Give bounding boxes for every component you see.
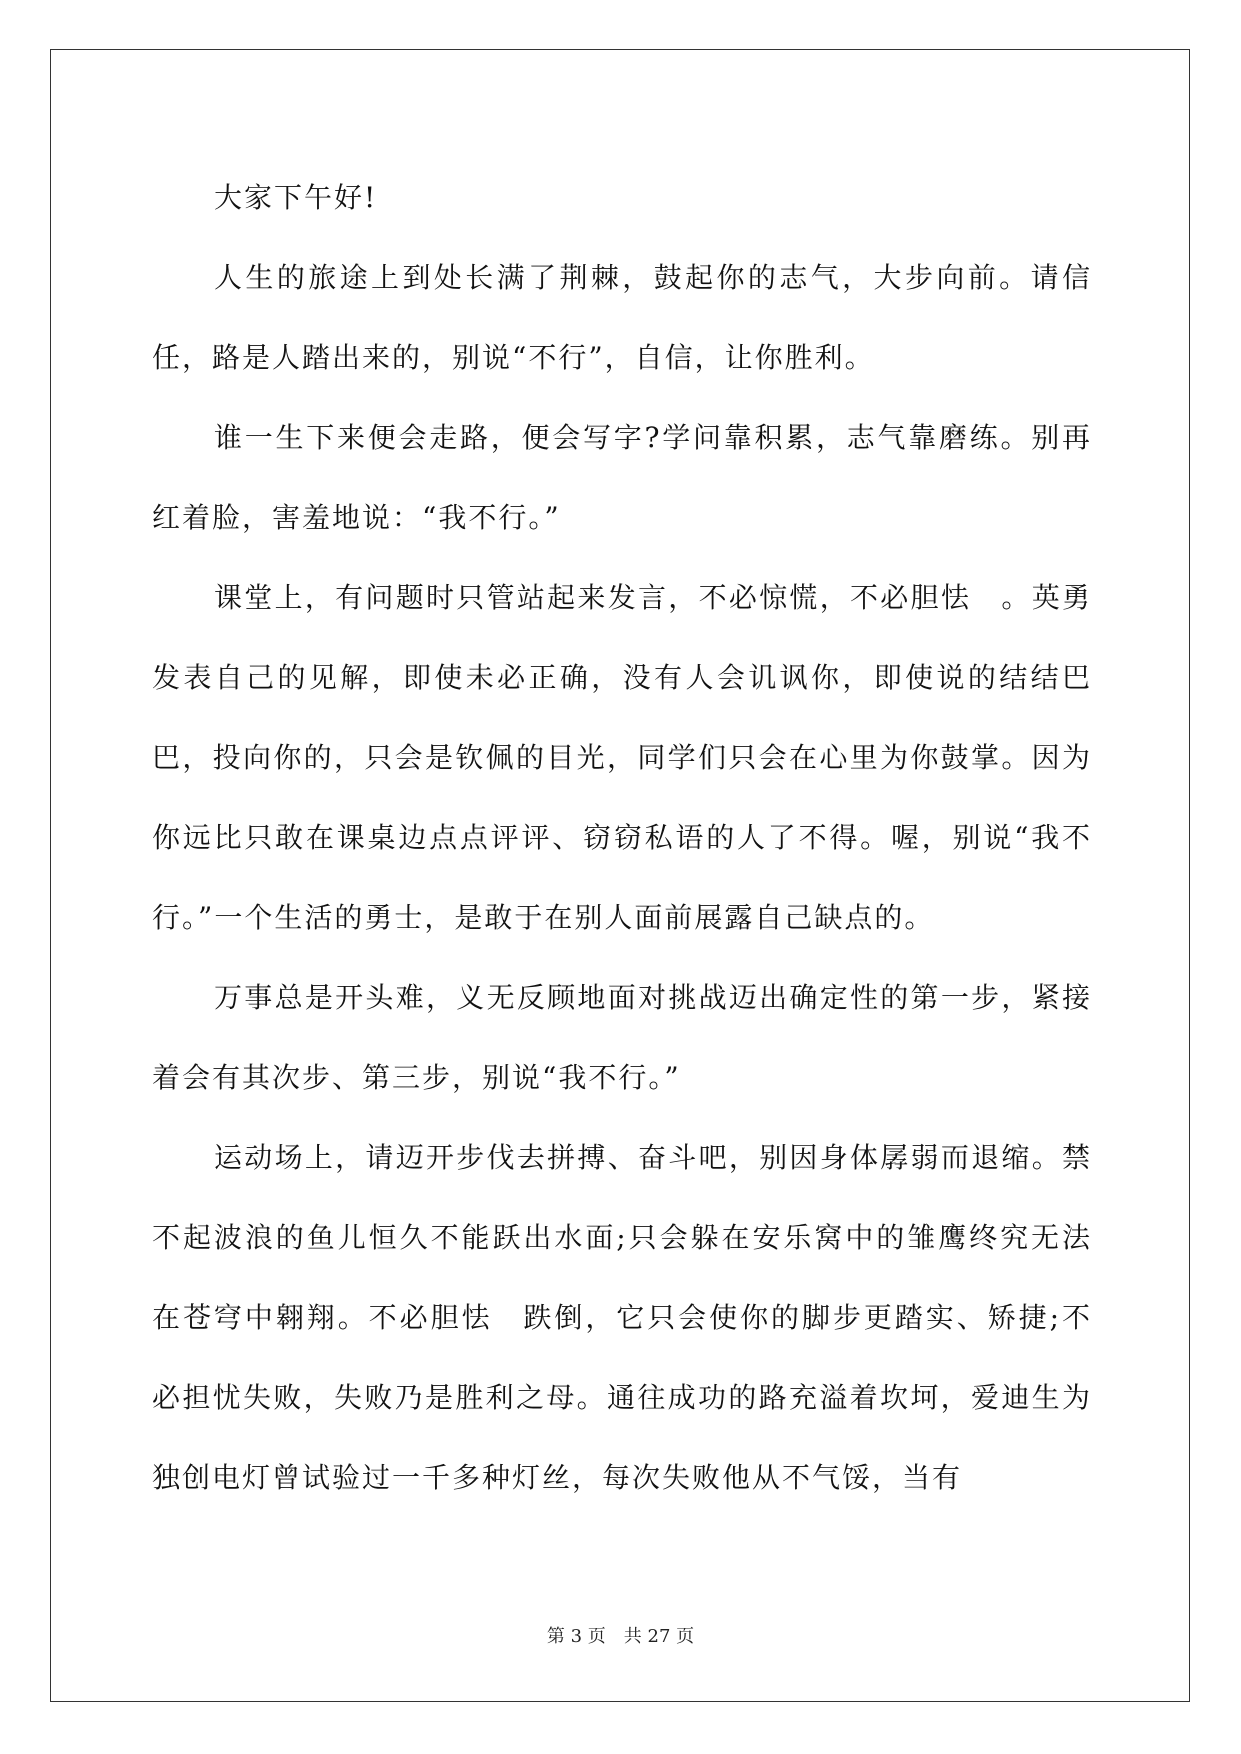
paragraph-2: 谁一生下来便会走路，便会写字?学问靠积累，志气靠磨练。别再红着脸，害羞地说：“我不行。” — [152, 421, 1092, 534]
paragraph-5: 运动场上，请迈开步伐去拼搏、奋斗吧，别因身体孱弱而退缩。禁不起波浪的鱼儿恒久不能跃出水面;只会躲在安乐窝中的雏鹰终究无法在苍穹中翱翔。不必胆怯 跌倒，它只会使你的脚步更踏实、矫捷;不必担忧失败，失败乃是胜利之母。通往成功的路充溢着坎坷，爱迪生为独创电灯曾试验过一千多种灯丝，每次失败他从不气馁，当有 — [152, 1141, 1092, 1494]
paragraph-4: 万事总是开头难，义无反顾地面对挑战迈出确定性的第一步，紧接着会有其次步、第三步，别说“我不行。” — [152, 981, 1092, 1094]
paragraph-greeting: 大家下午好! — [214, 181, 378, 214]
document-body — [152, 158, 1092, 1518]
paragraph-3: 课堂上，有问题时只管站起来发言，不必惊慌，不必胆怯 。英勇发表自己的见解，即使未必正确，没有人会讥讽你，即使说的结结巴巴，投向你的，只会是钦佩的目光，同学们只会在心里为你鼓掌。因为你远比只敢在课桌边点点评评、窃窃私语的人了不得。喔，别说“我不行。”一个生活的勇士，是敢于在别人面前展露自己缺点的。 — [152, 581, 1092, 934]
paragraph-1: 人生的旅途上到处长满了荆棘，鼓起你的志气，大步向前。请信任，路是人踏出来的，别说“不行”，自信，让你胜利。 — [152, 261, 1092, 374]
page-number: 第 3 页 共 27 页 — [546, 1626, 695, 1647]
